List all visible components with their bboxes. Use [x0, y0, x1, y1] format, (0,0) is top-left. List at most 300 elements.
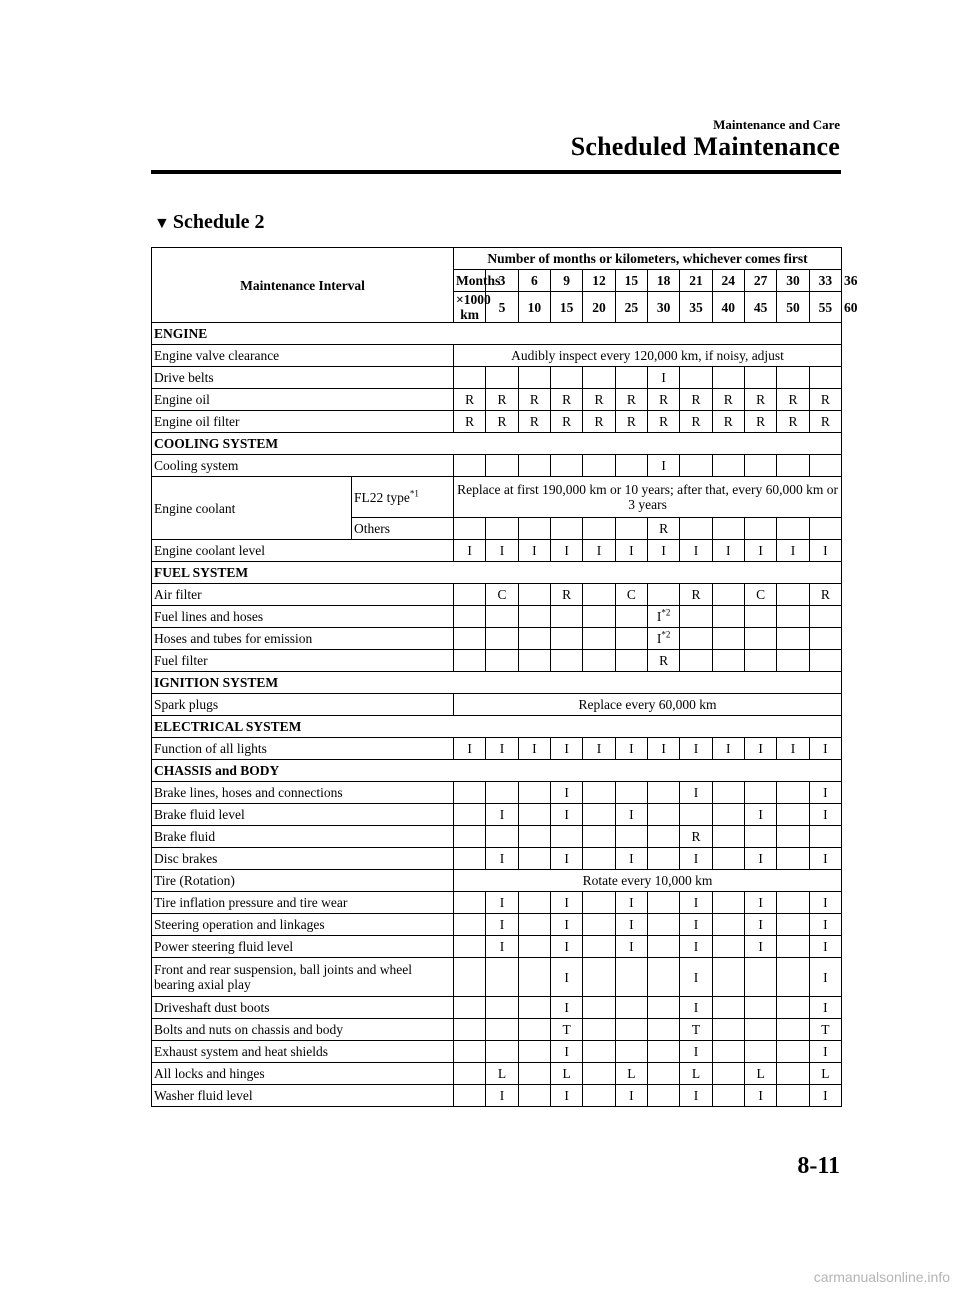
month-cell: 9	[551, 270, 583, 292]
value-cell	[518, 1063, 550, 1085]
value-cell	[518, 650, 550, 672]
value-cell: I	[551, 540, 583, 562]
value-cell: I	[615, 848, 647, 870]
value-cell	[777, 1041, 809, 1063]
value-cell	[647, 1041, 679, 1063]
item-label: Function of all lights	[152, 738, 454, 760]
value-cell: I	[615, 540, 647, 562]
section-title: ELECTRICAL SYSTEM	[152, 716, 842, 738]
section-title: CHASSIS and BODY	[152, 760, 842, 782]
value-cell	[647, 782, 679, 804]
note-cell: Audibly inspect every 120,000 km, if noisy, adjust	[454, 345, 842, 367]
value-cell: R	[647, 650, 679, 672]
value-cell: R	[454, 389, 486, 411]
value-cell: I	[486, 936, 518, 958]
value-cell	[777, 584, 809, 606]
value-cell: R	[680, 826, 712, 848]
value-cell: I	[809, 782, 841, 804]
value-cell: R	[615, 389, 647, 411]
value-cell	[583, 518, 615, 540]
value-cell	[712, 367, 744, 389]
value-cell	[777, 936, 809, 958]
value-cell	[454, 367, 486, 389]
value-cell: I	[647, 367, 679, 389]
item-label: All locks and hinges	[152, 1063, 454, 1085]
table-row	[152, 892, 842, 914]
value-cell: I	[454, 738, 486, 760]
value-cell	[647, 826, 679, 848]
value-cell: I	[551, 958, 583, 997]
value-cell	[518, 826, 550, 848]
value-cell: I	[551, 782, 583, 804]
item-label: Hoses and tubes for emission	[152, 628, 454, 650]
value-cell	[551, 455, 583, 477]
month-cell: 12	[583, 270, 615, 292]
value-cell: C	[615, 584, 647, 606]
value-cell: C	[486, 584, 518, 606]
value-cell: I	[809, 958, 841, 997]
value-cell: I	[809, 848, 841, 870]
value-cell: L	[744, 1063, 776, 1085]
footnote-mark: *2	[661, 629, 671, 640]
item-label: Engine coolant level	[152, 540, 454, 562]
value-cell	[583, 826, 615, 848]
item-label: Engine valve clearance	[152, 345, 454, 367]
value-cell	[551, 606, 583, 628]
value-cell: R	[809, 411, 841, 433]
value-cell: I	[486, 914, 518, 936]
value-cell	[454, 606, 486, 628]
value-cell: R	[486, 389, 518, 411]
value-cell	[454, 1085, 486, 1107]
item-label: Fuel lines and hoses	[152, 606, 454, 628]
value-cell: I	[712, 540, 744, 562]
value-cell	[712, 606, 744, 628]
value-cell	[647, 584, 679, 606]
value-cell: R	[454, 411, 486, 433]
value-cell	[454, 826, 486, 848]
item-label: Disc brakes	[152, 848, 454, 870]
value-cell: L	[680, 1063, 712, 1085]
section-header: Maintenance and Care	[713, 117, 840, 132]
value-cell	[777, 826, 809, 848]
header-rule	[151, 170, 841, 174]
value-cell: C	[744, 584, 776, 606]
km-cell: 35	[680, 292, 712, 323]
value-cell: I	[680, 738, 712, 760]
value-cell-text: I	[656, 609, 662, 624]
value-cell: I	[454, 540, 486, 562]
value-cell	[744, 958, 776, 997]
value-cell	[615, 826, 647, 848]
table-row	[152, 804, 842, 826]
table-row	[152, 477, 842, 518]
table-row	[152, 345, 842, 367]
value-cell	[454, 958, 486, 997]
value-cell: I	[680, 914, 712, 936]
value-cell	[712, 804, 744, 826]
value-cell	[615, 958, 647, 997]
triangle-down-icon: ▼	[154, 215, 170, 232]
value-cell: R	[777, 389, 809, 411]
value-cell	[777, 650, 809, 672]
note-cell: Rotate every 10,000 km	[454, 870, 842, 892]
value-cell: T	[680, 1019, 712, 1041]
value-cell	[777, 958, 809, 997]
value-cell: I	[647, 455, 679, 477]
value-cell	[454, 1063, 486, 1085]
value-cell	[712, 584, 744, 606]
table-row	[152, 411, 842, 433]
item-label: Spark plugs	[152, 694, 454, 716]
table-row	[152, 870, 842, 892]
interval-header: Maintenance Interval	[152, 248, 454, 323]
value-cell: I	[809, 738, 841, 760]
value-cell	[454, 848, 486, 870]
value-cell	[454, 782, 486, 804]
value-cell: I	[744, 738, 776, 760]
value-cell	[680, 804, 712, 826]
value-cell	[615, 1019, 647, 1041]
value-cell	[454, 1019, 486, 1041]
value-cell	[744, 455, 776, 477]
value-cell: R	[680, 584, 712, 606]
value-cell: I	[777, 540, 809, 562]
value-cell	[551, 628, 583, 650]
value-cell	[615, 367, 647, 389]
value-cell	[454, 518, 486, 540]
value-cell	[777, 782, 809, 804]
value-cell	[615, 782, 647, 804]
value-cell	[712, 936, 744, 958]
value-cell: I	[809, 936, 841, 958]
value-cell: I	[518, 738, 550, 760]
table-header-row	[152, 248, 842, 270]
value-cell: I	[551, 914, 583, 936]
value-cell	[454, 455, 486, 477]
value-cell	[583, 1085, 615, 1107]
table-row	[152, 738, 842, 760]
month-cell: 15	[615, 270, 647, 292]
month-cell: 27	[744, 270, 776, 292]
value-cell	[615, 606, 647, 628]
table-row	[152, 848, 842, 870]
value-cell	[744, 628, 776, 650]
value-cell: I	[712, 738, 744, 760]
value-cell	[583, 1041, 615, 1063]
km-cell: 50	[777, 292, 809, 323]
value-cell: I	[744, 936, 776, 958]
value-cell: I	[809, 540, 841, 562]
value-cell	[647, 804, 679, 826]
value-cell	[583, 914, 615, 936]
item-label: Fuel filter	[152, 650, 454, 672]
value-cell: I	[551, 738, 583, 760]
item-label: Bolts and nuts on chassis and body	[152, 1019, 454, 1041]
value-cell	[454, 650, 486, 672]
table-row	[152, 1085, 842, 1107]
value-cell	[680, 518, 712, 540]
value-cell	[647, 848, 679, 870]
value-cell	[809, 455, 841, 477]
months-row: Months 3 6 9 12 15 18 21 24 27 30 33 36	[152, 270, 842, 292]
section-row	[152, 433, 842, 455]
value-cell	[647, 997, 679, 1019]
value-cell	[647, 936, 679, 958]
value-cell	[454, 892, 486, 914]
section-row	[152, 672, 842, 694]
table-row	[152, 540, 842, 562]
value-cell	[583, 1019, 615, 1041]
km-cell: 10	[518, 292, 550, 323]
value-cell: R	[518, 411, 550, 433]
value-cell: I	[680, 936, 712, 958]
value-cell	[615, 628, 647, 650]
value-cell: I	[680, 1085, 712, 1107]
schedule-title-text: Schedule 2	[172, 211, 265, 233]
value-cell	[777, 628, 809, 650]
month-cell: 24	[712, 270, 744, 292]
value-cell	[583, 892, 615, 914]
value-cell	[712, 628, 744, 650]
item-label: Brake lines, hoses and connections	[152, 782, 454, 804]
months-header: Months	[454, 270, 486, 292]
value-cell: I	[680, 997, 712, 1019]
value-cell: I	[486, 1085, 518, 1107]
value-cell	[680, 628, 712, 650]
value-cell	[744, 997, 776, 1019]
table-row	[152, 958, 842, 997]
item-label: Brake fluid level	[152, 804, 454, 826]
value-cell: I	[551, 1041, 583, 1063]
value-cell: I	[744, 804, 776, 826]
value-cell: R	[712, 389, 744, 411]
value-cell: I	[744, 892, 776, 914]
value-cell: I	[551, 1085, 583, 1107]
subitem-label-text: Others	[354, 521, 390, 536]
value-cell: I	[680, 848, 712, 870]
table-row	[152, 650, 842, 672]
value-cell	[486, 1041, 518, 1063]
value-cell	[615, 650, 647, 672]
value-cell: I	[680, 892, 712, 914]
value-cell	[454, 997, 486, 1019]
value-cell	[454, 584, 486, 606]
item-label: Driveshaft dust boots	[152, 997, 454, 1019]
item-label: Cooling system	[152, 455, 454, 477]
km-header: ×1000 km	[454, 292, 486, 323]
value-cell	[551, 518, 583, 540]
value-cell: R	[744, 389, 776, 411]
value-cell	[518, 606, 550, 628]
value-cell: R	[777, 411, 809, 433]
subitem-label	[352, 477, 454, 518]
value-cell	[680, 455, 712, 477]
value-cell	[486, 518, 518, 540]
value-cell	[486, 782, 518, 804]
value-cell	[647, 1019, 679, 1041]
value-cell	[518, 1041, 550, 1063]
value-cell	[777, 455, 809, 477]
value-cell: I	[583, 540, 615, 562]
item-label: Washer fluid level	[152, 1085, 454, 1107]
value-cell: R	[551, 389, 583, 411]
value-cell	[486, 455, 518, 477]
value-cell	[583, 1063, 615, 1085]
value-cell: I	[583, 738, 615, 760]
value-cell	[518, 367, 550, 389]
value-cell: R	[712, 411, 744, 433]
value-cell: I	[615, 936, 647, 958]
value-cell	[518, 455, 550, 477]
value-cell	[647, 1085, 679, 1107]
value-cell: R	[486, 411, 518, 433]
footnote-mark: *1	[409, 488, 419, 498]
value-cell	[583, 782, 615, 804]
value-cell	[486, 826, 518, 848]
value-cell: I	[680, 1041, 712, 1063]
km-row: ×1000 km 5 10 15 20 25 30 35 40 45 50 55 60	[152, 292, 842, 323]
item-label: Tire (Rotation)	[152, 870, 454, 892]
value-cell: L	[615, 1063, 647, 1085]
value-cell	[777, 367, 809, 389]
month-cell: 33	[809, 270, 841, 292]
km-cell: 45	[744, 292, 776, 323]
section-row	[152, 716, 842, 738]
value-cell	[809, 606, 841, 628]
table-row	[152, 1063, 842, 1085]
value-cell	[583, 628, 615, 650]
value-cell	[777, 997, 809, 1019]
item-label: Exhaust system and heat shields	[152, 1041, 454, 1063]
item-label: Engine coolant	[152, 477, 352, 540]
km-cell: 55	[809, 292, 841, 323]
km-cell: 40	[712, 292, 744, 323]
value-cell	[454, 628, 486, 650]
section-title: IGNITION SYSTEM	[152, 672, 842, 694]
value-cell: I	[680, 958, 712, 997]
value-cell: L	[551, 1063, 583, 1085]
value-cell	[647, 628, 679, 650]
value-cell	[712, 455, 744, 477]
value-cell	[744, 367, 776, 389]
value-cell: I	[647, 540, 679, 562]
maintenance-table	[151, 247, 858, 1107]
note-cell: Replace at first 190,000 km or 10 years; after that, every 60,000 km or 3 years	[454, 477, 842, 518]
value-cell: R	[647, 518, 679, 540]
value-cell: L	[809, 1063, 841, 1085]
value-cell: I	[809, 1085, 841, 1107]
table-row	[152, 782, 842, 804]
value-cell	[518, 782, 550, 804]
value-cell: I	[809, 1041, 841, 1063]
value-cell	[518, 892, 550, 914]
value-cell: R	[809, 389, 841, 411]
table-row	[152, 628, 842, 650]
table-row	[152, 1041, 842, 1063]
span-header: Number of months or kilometers, whichever comes first	[454, 248, 842, 270]
value-cell	[712, 1085, 744, 1107]
table-row	[152, 455, 842, 477]
page-number: 8-11	[797, 1153, 840, 1179]
value-cell	[809, 367, 841, 389]
value-cell: I	[486, 804, 518, 826]
value-cell	[647, 958, 679, 997]
value-cell: I	[809, 892, 841, 914]
value-cell	[486, 1019, 518, 1041]
value-cell: I	[809, 914, 841, 936]
value-cell: R	[809, 584, 841, 606]
km-cell: 5	[486, 292, 518, 323]
value-cell	[777, 1019, 809, 1041]
value-cell	[777, 1063, 809, 1085]
value-cell	[486, 997, 518, 1019]
month-cell: 18	[647, 270, 679, 292]
value-cell	[518, 584, 550, 606]
value-cell: I	[680, 782, 712, 804]
value-cell	[518, 914, 550, 936]
value-cell	[777, 518, 809, 540]
item-label: Tire inflation pressure and tire wear	[152, 892, 454, 914]
item-label: Air filter	[152, 584, 454, 606]
value-cell	[518, 628, 550, 650]
value-cell: R	[551, 584, 583, 606]
value-cell: I	[486, 738, 518, 760]
value-cell	[744, 1041, 776, 1063]
value-cell	[647, 606, 679, 628]
value-cell	[583, 958, 615, 997]
value-cell: R	[583, 411, 615, 433]
value-cell: I	[551, 892, 583, 914]
value-cell	[712, 892, 744, 914]
value-cell: I	[615, 804, 647, 826]
table-row	[152, 389, 842, 411]
value-cell	[486, 628, 518, 650]
item-label: Engine oil filter	[152, 411, 454, 433]
value-cell	[615, 1041, 647, 1063]
value-cell	[777, 804, 809, 826]
value-cell	[583, 997, 615, 1019]
section-title: ENGINE	[152, 323, 842, 345]
value-cell	[744, 606, 776, 628]
value-cell: I	[744, 540, 776, 562]
table-row	[152, 997, 842, 1019]
km-cell: 30	[647, 292, 679, 323]
value-cell	[647, 1063, 679, 1085]
value-cell: I	[744, 1085, 776, 1107]
subitem-label-text: FL22 type	[354, 489, 410, 505]
value-cell	[712, 1041, 744, 1063]
month-cell: 30	[777, 270, 809, 292]
value-cell	[647, 914, 679, 936]
value-cell	[454, 804, 486, 826]
value-cell	[486, 367, 518, 389]
value-cell	[518, 1085, 550, 1107]
value-cell	[712, 958, 744, 997]
value-cell: T	[809, 1019, 841, 1041]
value-cell: R	[551, 411, 583, 433]
schedule-title	[154, 211, 265, 234]
value-cell: I	[680, 540, 712, 562]
value-cell: I	[809, 804, 841, 826]
subitem-label	[352, 518, 454, 540]
page-title: Scheduled Maintenance	[570, 132, 840, 161]
value-cell: I	[551, 936, 583, 958]
value-cell	[518, 1019, 550, 1041]
value-cell	[809, 628, 841, 650]
value-cell: R	[647, 411, 679, 433]
value-cell	[777, 892, 809, 914]
